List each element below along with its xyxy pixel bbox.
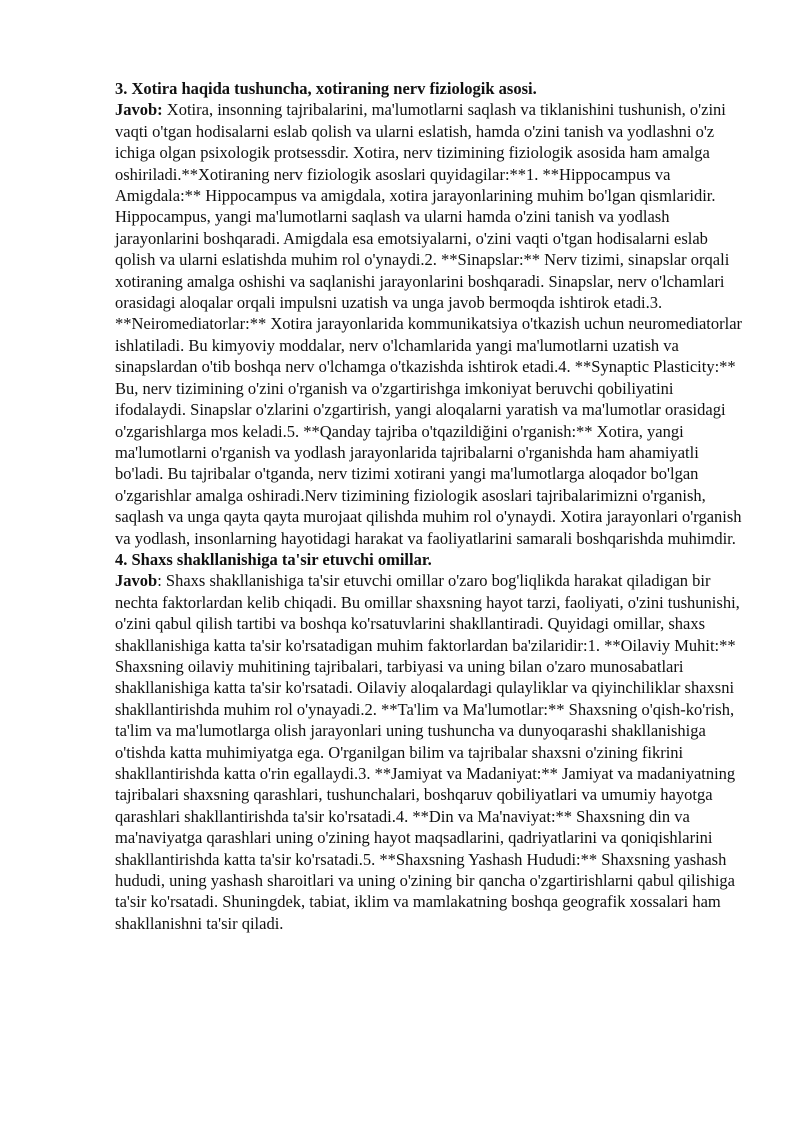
answer-paragraph-memory: [115, 99, 747, 549]
answer-text: Xotira, insonning tajribalarini, ma'lumotlarni saqlash va tiklanishini tushunish, o'zini vaqti o'tgan hodisalarni eslab qolish va ularni eslatish, hamda o'zini tanish va yodlashni o'z ichiga olgan psixologik protsessdir. Xotira, nerv tizimining fiziologik asosida ham amalga oshiriladi.**Xotiraning nerv fiziologik asoslari quyidagilar:**1. **Hippocampus va Amigdala:** Hippocampus va amigdala, xotira jarayonlarining muhim bo'lgan qismlaridir. Hippocampus, yangi ma'lumotlarni saqlash va ularni hamda o'zini tanish va yodlash jarayonlarini boshqaradi. Amigdala esa emotsiyalarni, o'zini vaqti o'tgan hodisalarni eslab qolish va ularni eslatishda muhim rol o'ynaydi.2. **Sinapslar:** Nerv tizimi, sinapslar orqali xotiraning amalga oshishi va saqlanishi jarayonlarini boshqaradi. Sinapslar, nerv o'lchamlari orasidagi aloqalar orqali impulsni uzatish va unga javob bermoqda ishtirok etadi.3. **Neiromediatorlar:** Xotira jarayonlarida kommunikatsiya o'tkazish uchun neuromediatorlar ishlatiladi. Bu kimyoviy moddalar, nerv o'lchamlarida yangi ma'lumotlarni uzatish va sinapslardan o'tib boshqa nerv o'lchamga o'tkazishda ishtirok etadi.4. **Synaptic Plasticity:** Bu, nerv tizimining o'zini o'rganish va o'zgartirishga imkoniyat beruvchi qobiliyatini ifodalaydi. Sinapslar o'zlarini o'zgartirish, yangi aloqalarni yaratish va ma'lumotlar orasidagi o'zgarishlarga mos keladi.5. **Qanday tajriba o'tqazildiğini o'rganish:** Xotira, yangi ma'lumotlarni o'rganish va yodlash jarayonlarida tajribalarni o'rganishda ham ahamiyatli bo'ladi. Bu tajribalar o'tganda, nerv tizimi xotirani yangi ma'lumotlarga aloqador bo'lgan o'zgarishlar amalga oshiradi.Nerv tizimining fiziologik asoslari tajribalarimizni o'rganish, saqlash va unga qayta qayta murojaat qilishda muhim rol o'ynaydi. Xotira jarayonlari o'rganish va yodlash, insonlarning hayotidagi harakat va faoliyatlarini samarali boshqarishda muhimdir.: [115, 100, 743, 548]
section-title-memory: 3. Xotira haqida tushuncha, xotiraning nerv fiziologik asosi.: [115, 79, 537, 98]
answer-text: : Shaxs shakllanishiga ta'sir etuvchi omillar o'zaro bog'liqlikda harakat qiladigan bir nechta faktorlardan kelib chiqadi. Bu omillar shaxsning hayot tarzi, faoliyati, o'zini tushunishi, o'zini qabul qilish tartibi va boshqa ko'rsatuvlarini shakllantiradi. Quyidagi omillar, shaxs shakllanishiga katta ta'sir ko'rsatadigan muhim faktorlardan ba'zilaridir:1. **Oilaviy Muhit:** Shaxsning oilaviy muhitining tajribalari, tarbiyasi va uning bilan o'zaro munosabatlari shakllanishiga katta ta'sir ko'rsatadi. Oilaviy aloqalardagi qulayliklar va qiyinchiliklar shaxsni shakllantirishda muhim rol o'ynayadi.2. **Ta'lim va Ma'lumotlar:** Shaxsning o'qish-ko'rish, ta'lim va ma'lumotlarga olish jarayonlari uning tushuncha va dunyoqarashi shakllanishiga o'tishda katta muhimiyatga ega. O'rganilgan bilim va tajribalar shaxsni o'zining fikrini shakllantirishda katta o'rin egallaydi.3. **Jamiyat va Madaniyat:** Jamiyat va madaniyatning tajribalari shaxsning qarashlari, tushunchalari, boshqaruv qobiliyatlari va umumiy hayotga qarashlari shakllantirishda ta'sir ko'rsatadi.4. **Din va Ma'naviyat:** Shaxsning din va ma'naviyatga qarashlari uning o'zining hayot maqsadlarini, qadriyatlarini va qoniqishlarini shakllantirishda katta ta'sir ko'rsatadi.5. **Shaxsning Yashash Hududi:** Shaxsning yashash hududi, uning yashash sharoitlari va uning o'zining bir qancha o'zgartirishlarni qabul qilishiga ta'sir ko'rsatadi. Shuningdek, tabiat, iklim va mamlakatning boshqa geografik xossalari ham shakllanishni ta'sir qiladi.: [115, 571, 740, 933]
answer-label: Javob: [115, 571, 158, 591]
answer-label: Javob:: [115, 100, 163, 120]
document-page: [115, 78, 747, 934]
answer-paragraph-personality: [115, 570, 747, 934]
section-title-personality: 4. Shaxs shakllanishiga ta'sir etuvchi omillar.: [115, 549, 432, 569]
